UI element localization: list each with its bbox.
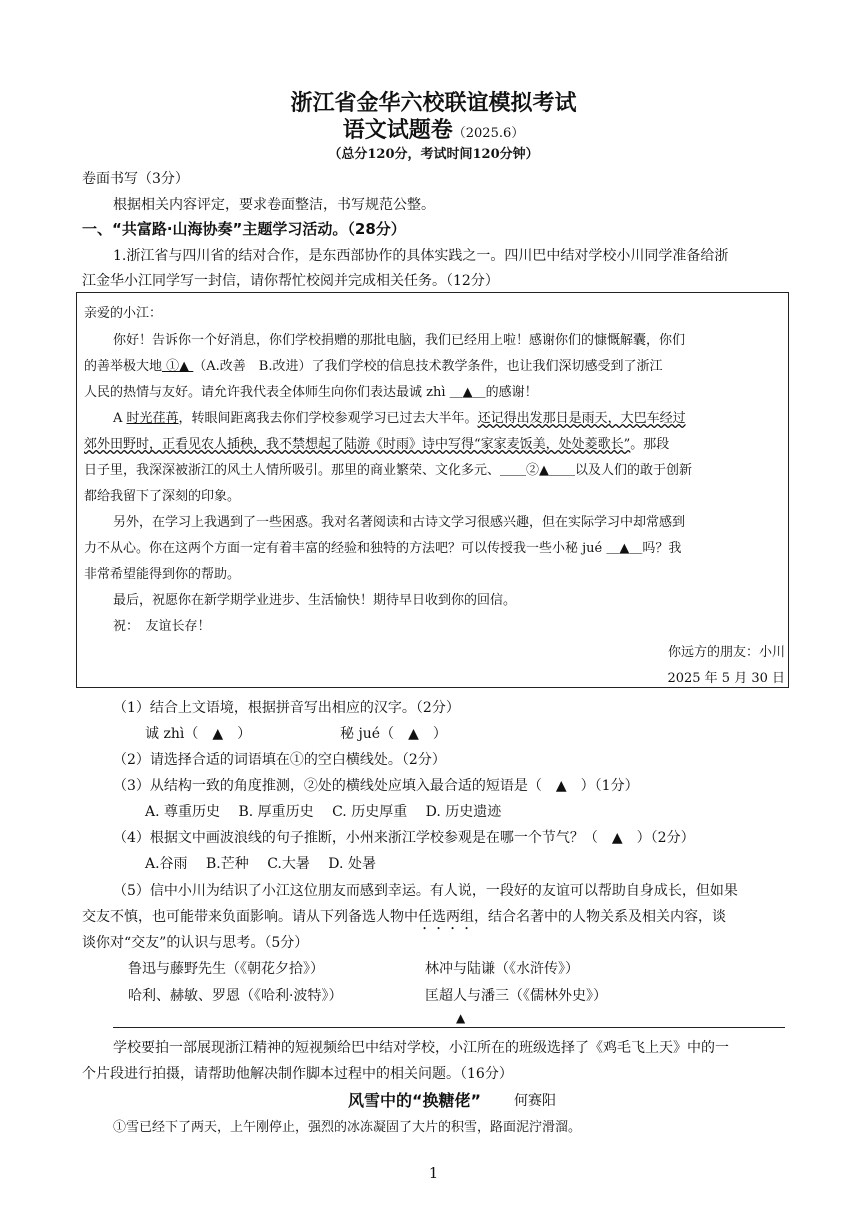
letter-text: （A.改善 B.改进）了我们学校的信息技术教学条件，也让我们深切感受到了浙江 [193,359,663,374]
letter-p2-line2 [84,433,669,452]
letter-p1-line3: 人民的热情与友好。请允许我代表全体师生向你们表达最诚 zhì ＿▲＿的感谢！ [84,385,538,400]
story-title: 风雪中的“换糖佬” [348,1091,482,1110]
letter-p2-line4: 都给我留下了深刻的印象。 [84,489,241,504]
video-intro-line2: 个片段进行拍摄，请帮助他解决制作脚本过程中的相关问题。（16分） [82,1066,513,1082]
letter-p3-line1: 另外，在学习上我遇到了一些困惑。我对名著阅读和古诗文学习很感兴趣，但在实际学习中却常感到 [113,515,686,530]
question-text: 交友不慎，也可能带来负面影响。请从下列备选人物中 [82,909,418,925]
page-number: 1 [428,1164,439,1182]
question-3-options: A. 尊重历史 B. 厚重历史 C. 历史厚重 D. 历史遗迹 [145,804,502,820]
question-4: （4）根据文中画波浪线的句子推断，小州来浙江学校参观是在哪一个节气？（ ▲ ）（2分） [113,830,695,846]
question-5-line2 [82,906,726,933]
writing-label: 卷面书写（3分） [82,171,189,187]
letter-text: 的善举极大地 [84,359,163,374]
section-heading: 一、“共富路·山海协奏”主题学习活动。（28分） [82,220,406,238]
letter-p1-line2 [84,355,663,374]
question-3: （3）从结构一致的角度推测，②处的横线处应填入最合适的短语是（ ▲ ）（1分） [113,778,639,794]
writing-desc: 根据相关内容评定，要求卷面整洁，书写规范公整。 [113,197,435,213]
letter-text: ，转眼间距离我去你们学校参观学习已过去大半年。 [178,411,478,426]
question-1: （1）结合上文语境，根据拼音写出相应的汉字。（2分） [113,700,460,716]
character-pair-4: 匡超人与潘三（《儒林外史》） [425,988,607,1004]
question-2: （2）请选择合适的词语填在①的空白横线处。（2分） [113,752,446,768]
letter-closing: 祝： 友谊长存！ [113,619,211,634]
question-text: ，结合名著中的人物关系及相关内容，谈 [474,909,726,925]
exam-title: 浙江省金华六校联谊模拟考试 [290,91,577,116]
question-1-item-b: 秘 jué（ ▲ ） [340,726,447,742]
question1-intro-line1: 1.浙江省与四川省的结对合作，是东西部协作的具体实践之一。四川巴中结对学校小川同学准备给浙 [113,248,729,264]
exam-subtitle: 语文试题卷 [342,118,453,143]
underlined-phrase: 时光荏苒 [126,411,179,426]
question1-intro-line2: 江金华小江同学写一封信，请你帮忙校阅并完成相关任务。（12分） [82,273,499,289]
answer-marker: ▲ [456,1011,466,1025]
question-5-line1: （5）信中小川为结识了小江这位朋友而感到幸运。有人说，一段好的友谊可以帮助自身成长，但如果 [113,883,738,899]
blank-1: ①▲ [162,359,194,374]
exam-date: （2025.6） [452,126,525,141]
letter-salutation: 亲爱的小江： [84,306,163,321]
exam-info: （总分120分，考试时间120分钟） [328,147,539,162]
wavy-sentence: 郊外田野时，正看见农人插秧，我不禁想起了陆游《时雨》诗中写得“家家麦饭美，处处菱歌长” [84,437,631,452]
letter-p3-line3: 非常希望能得到你的帮助。 [84,567,241,582]
question-4-options: A.谷雨 B.芒种 C.大暑 D. 处暑 [145,856,376,872]
emphasis-text: 任选两组 [418,909,474,925]
letter-p3-line2: 力不从心。你在这两个方面一定有着丰富的经验和独特的方法吧？可以传授我一些小秘 jué ＿▲＿吗？我 [84,541,682,556]
question-1-item-a: 诚 zhì（ ▲ ） [145,726,252,742]
question-5-line3: 谈你对“交友”的认识与思考。（5分） [82,935,309,951]
letter-p4: 最后，祝愿你在新学期学业进步、生活愉快！期待早日收到你的回信。 [113,593,517,608]
exam-subtitle-line [0,113,867,144]
letter-p2-line3: 日子里，我深深被浙江的风土人情所吸引。那里的商业繁荣、文化多元、＿＿②▲＿＿以及人们的敢于创新 [84,463,692,478]
letter-signature: 你远方的朋友：小川 [667,645,785,660]
letter-text: 。那段 [630,437,670,452]
wavy-sentence: 还记得出发那日是雨天，大巴车经过 [477,411,686,426]
letter-text: A [113,411,127,426]
letter-date: 2025 年 5 月 30 日 [667,671,785,686]
letter-p2-line1 [113,407,686,426]
character-pair-1: 鲁迅与藤野先生（《朝花夕拾》） [128,961,324,977]
letter-p1-line1: 你好！告诉你一个好消息，你们学校捐赠的那批电脑，我们已经用上啦！感谢你们的慷慨解囊，你们 [113,333,686,348]
story-paragraph-1: ①雪已经下了两天，上午刚停止，强烈的冰冻凝固了大片的积雪，路面泥泞滑溜。 [113,1120,582,1135]
story-author: 何赛阳 [514,1093,556,1109]
character-pair-2: 林冲与陆谦（《水浒传》） [425,961,579,977]
character-pair-3: 哈利、赫敏、罗恩（《哈利·波特》） [128,988,343,1004]
answer-line [113,1027,785,1028]
video-intro-line1: 学校要拍一部展现浙江精神的短视频给巴中结对学校，小江所在的班级选择了《鸡毛飞上天》中的一 [113,1040,729,1056]
